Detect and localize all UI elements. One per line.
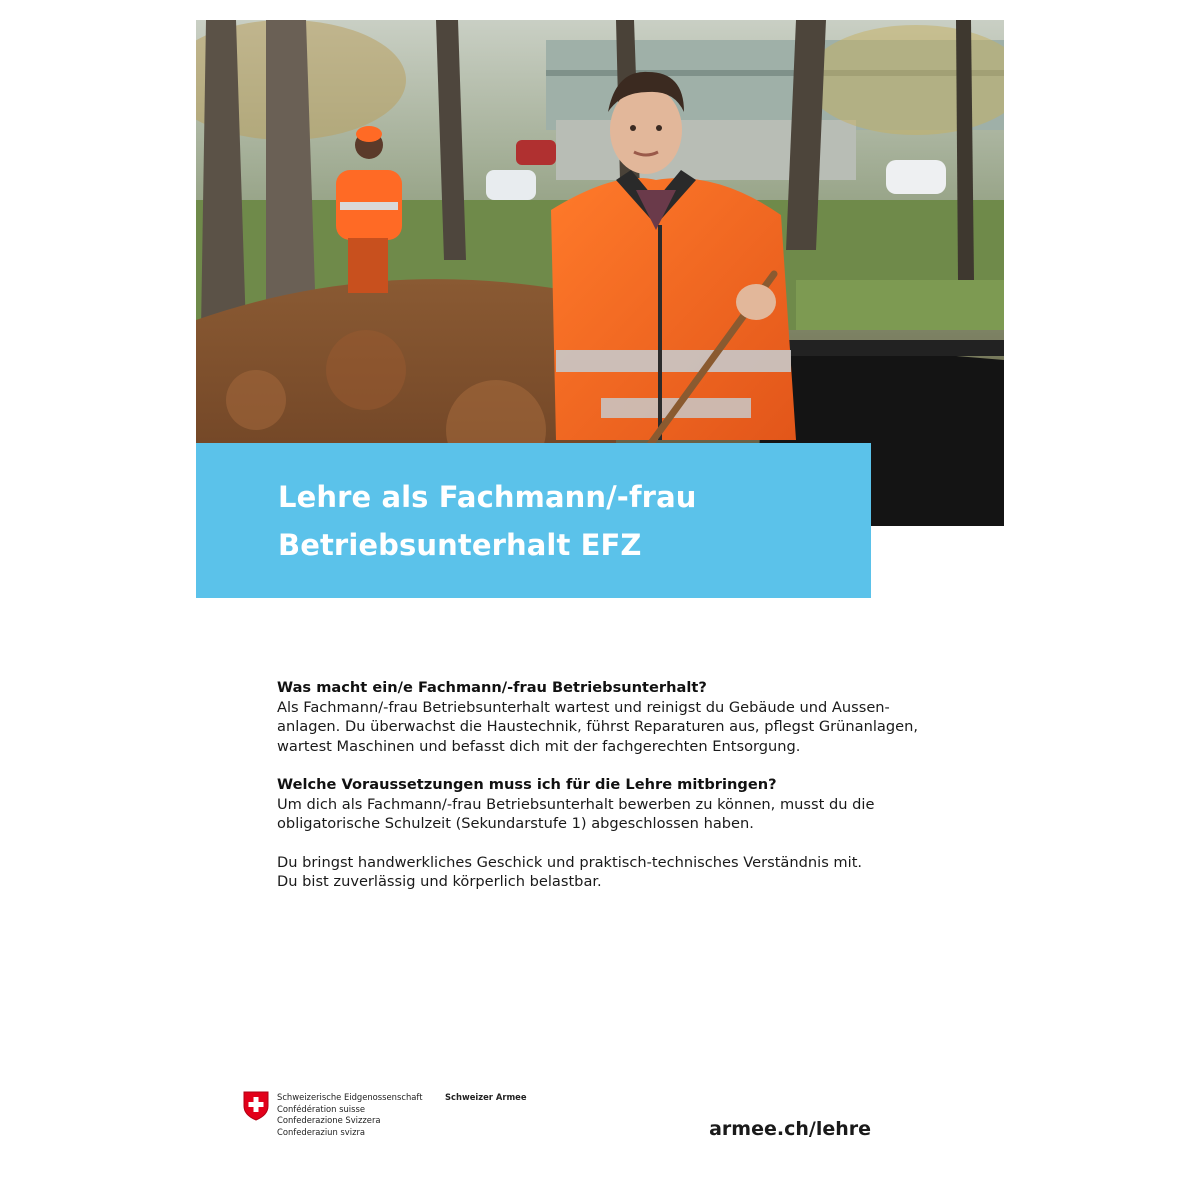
section-requirements <box>277 775 887 834</box>
body-content <box>277 678 918 911</box>
title-banner <box>196 443 871 598</box>
section-heading: Was macht ein/e Fachmann/-frau Betriebsunterhalt? <box>277 679 707 696</box>
website-link[interactable]: armee.ch/lehre <box>709 1118 871 1140</box>
section-job-description <box>277 678 918 756</box>
paragraph-line: anlagen. Du überwachst die Haustechnik, führst Reparaturen aus, pflegst Grünanlagen, <box>277 718 918 735</box>
section-skills <box>277 853 887 892</box>
org-name-fr: Confédération suisse <box>277 1103 366 1114</box>
org-name-it: Confederazione Svizzera <box>277 1115 381 1126</box>
swiss-cross-shield-icon <box>243 1091 269 1121</box>
paragraph-line: Du bringst handwerkliches Geschick und praktisch-technisches Verständnis mit. <box>277 853 863 871</box>
army-label: Schweizer Armee <box>445 1092 527 1102</box>
title-line-1: Lehre als Fachmann/-frau <box>278 480 697 514</box>
confederation-names <box>277 1092 422 1138</box>
org-name-rm: Confederaziun svizra <box>277 1126 366 1137</box>
paragraph-line: obligatorische Schulzeit (Sekundarstufe 1) abgeschlossen haben. <box>277 815 754 832</box>
paragraph-line: wartest Maschinen und befasst dich mit der fachgerechten Entsorgung. <box>277 737 801 755</box>
section-paragraph <box>277 853 887 892</box>
section-heading: Welche Voraussetzungen muss ich für die Lehre mitbringen? <box>277 776 777 793</box>
paragraph-line: Du bist zuverlässig und körperlich belastbar. <box>277 873 602 890</box>
paragraph-line: Um dich als Fachmann/-frau Betriebsunterhalt bewerben zu können, musst du die <box>277 795 875 813</box>
section-paragraph <box>277 698 918 757</box>
title-line-2: Betriebsunterhalt EFZ <box>278 528 642 562</box>
paragraph-line: Als Fachmann/-frau Betriebsunterhalt wartest und reinigst du Gebäude und Aussen- <box>277 698 890 716</box>
org-name-de: Schweizerische Eidgenossenschaft <box>277 1092 423 1102</box>
section-paragraph <box>277 795 887 834</box>
